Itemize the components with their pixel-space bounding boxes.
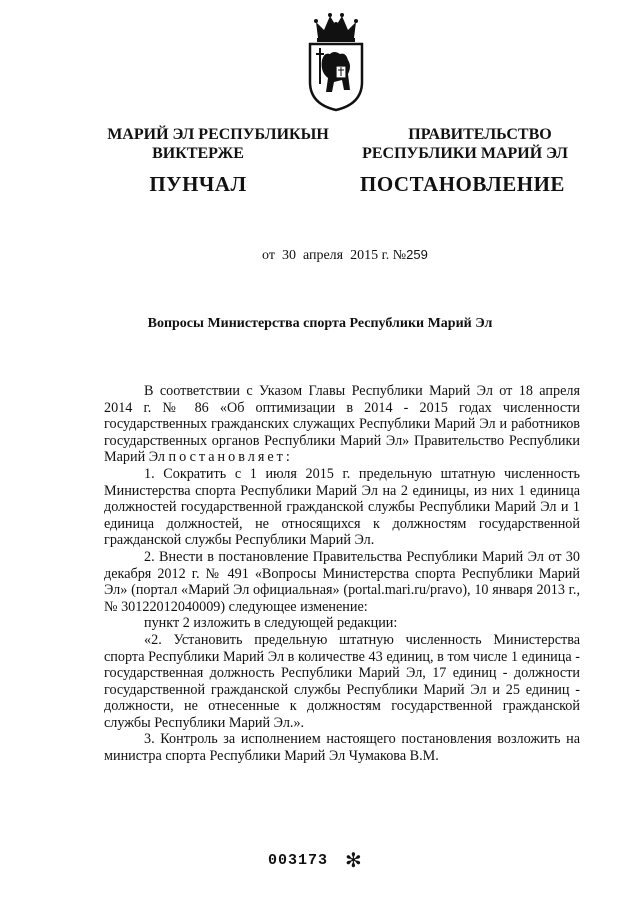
- number-sign: №: [392, 248, 407, 263]
- paragraph-2b: «2. Установить предельную штатную численность Министерства спорта Республики Марий Эл в количестве 43 единиц, в том числе 1 единица - государственная должность Республики Марий Эл, 17 единиц - должности государственной гражданской службы Республики Марий Эл и 25 единиц - должности, не отнесенные к должностям государственной гражданской службы Республики Марий Эл.».: [104, 631, 580, 731]
- intro-verb: постановляет:: [168, 449, 293, 466]
- intro-text: В соответствии с Указом Главы Республики Марий Эл от 18 апреля 2014 г. № 86 «Об оптимизации в 2014 - 2015 годах численности государственных гражданских служащих Республики Марий Эл и работников государственных органов Республики Марий Эл» Правительство Республики Марий Эл: [104, 383, 580, 466]
- coat-of-arms-icon: [300, 8, 372, 112]
- paragraph-3: 3. Контроль за исполнением настоящего постановления возложить на министра спорта Республики Марий Эл Чумакова В.М.: [104, 731, 580, 765]
- paragraph-intro: [104, 383, 580, 466]
- paragraph-2a: пункт 2 изложить в следующей редакции:: [144, 615, 398, 632]
- date-day: 30: [281, 248, 296, 263]
- header-right-line2: РЕСПУБЛИКИ МАРИЙ ЭЛ: [362, 145, 568, 162]
- header-left-line2: ВИКТЕРЖЕ: [152, 145, 244, 162]
- serial-number: 003173: [268, 852, 329, 869]
- header-left-doc-type: ПУНЧАЛ: [149, 172, 247, 196]
- asterisk-mark: ✻: [345, 850, 362, 872]
- paragraph-1: 1. Сократить с 1 июля 2015 г. предельную штатную численность Министерства спорта Республики Марий Эл на 2 единицы, из них 1 единица должностей государственной гражданской службы Республики Марий Эл и 1 единица должностей, не относящихся к должностям государственной гражданской службы Республики Марий Эл.: [104, 465, 580, 549]
- header-right-line1: ПРАВИТЕЛЬСТВО: [408, 126, 552, 143]
- document-body: [104, 383, 580, 765]
- paragraph-2: 2. Внести в постановление Правительства Республики Марий Эл от 30 декабря 2012 г. № 491 «Вопросы Министерства спорта Республики Марий Эл» (портал «Марий Эл официальная» (portal.mari.ru/pravo), 10 января 2013 г., № 30122012040009) следующее изменение:: [104, 548, 580, 615]
- date-month: апреля: [302, 248, 344, 263]
- header-right-doc-type: ПОСТАНОВЛЕНИЕ: [360, 172, 565, 196]
- date-year: 2015 г.: [350, 248, 390, 263]
- document-number: 259: [406, 247, 428, 262]
- date-prefix: от: [262, 248, 275, 263]
- document-date: [262, 247, 428, 264]
- header-left-line1: МАРИЙ ЭЛ РЕСПУБЛИКЫН: [107, 126, 329, 143]
- document-title: Вопросы Министерства спорта Республики Марий Эл: [147, 316, 493, 331]
